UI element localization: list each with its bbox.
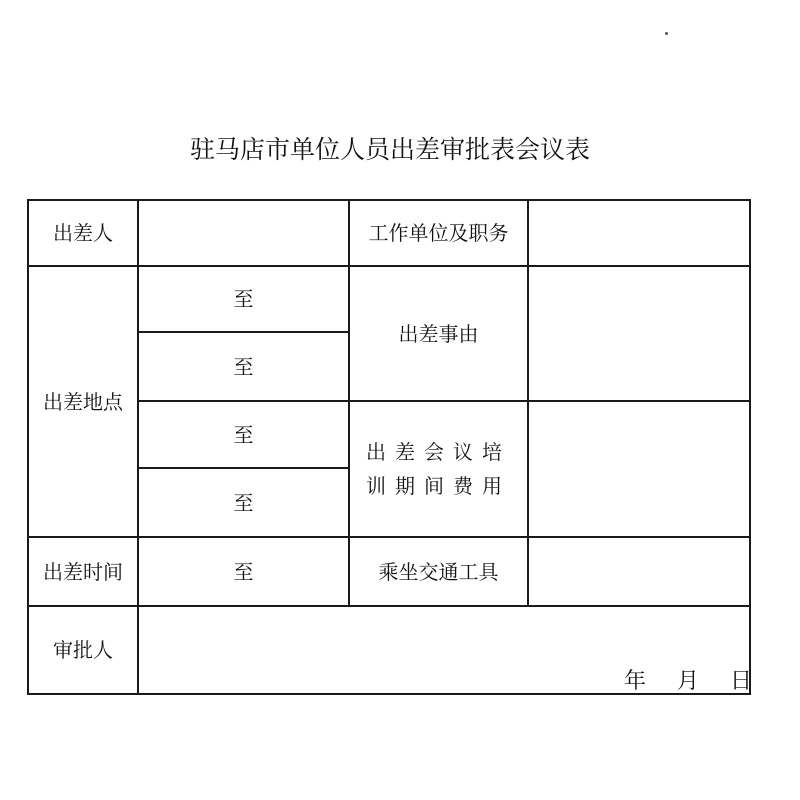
approval-form-table [27,199,751,695]
location-row-connector[interactable]: 至 [233,422,254,447]
traveler-field[interactable] [139,201,348,265]
approver-label: 审批人 [53,638,113,662]
location-row-connector[interactable]: 至 [233,354,254,379]
reason-label: 出差事由 [398,321,479,346]
location-row-connector[interactable]: 至 [233,287,254,311]
time-label: 出差时间 [43,559,123,584]
fees-label-line2: 训期间费用 [366,474,511,498]
unit-position-label: 工作单位及职务 [368,221,509,245]
time-connector[interactable]: 至 [233,559,254,584]
unit-position-field[interactable] [529,201,749,265]
scan-speck [665,32,668,35]
traveler-label: 出差人 [53,221,113,245]
fees-label-line1: 出差会议培 [366,440,511,464]
date-day: 日 [730,669,753,694]
page-title: 驻马店市单位人员出差审批表会议表 [189,135,590,164]
transport-field[interactable] [529,538,749,605]
transport-label: 乘坐交通工具 [378,559,499,584]
location-row-connector[interactable]: 至 [233,490,254,515]
reason-field[interactable] [529,267,749,400]
fees-label [350,402,527,536]
fees-field[interactable] [529,402,749,536]
date-month: 月 [677,669,700,694]
location-label: 出差地点 [43,389,123,414]
approver-field[interactable] [139,607,749,693]
date-year: 年 [624,669,647,694]
